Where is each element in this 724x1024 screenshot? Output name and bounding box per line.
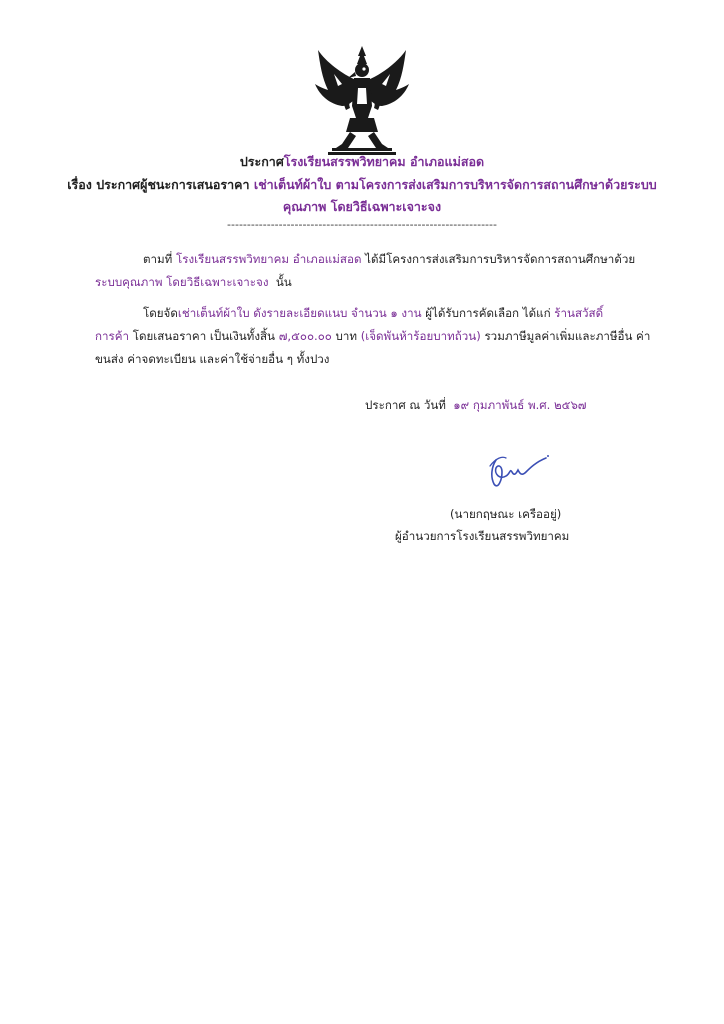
paragraph1-line2: ระบบคุณภาพ โดยวิธีเฉพาะเจาะจง นั้น [95, 275, 292, 289]
announcement-title: ประกาศโรงเรียนสรรพวิทยาคม อำเภอแม่สอด [239, 154, 485, 169]
paragraph1-line1: ตามที่ โรงเรียนสรรพวิทยาคม อำเภอแม่สอด ได้มีโครงการส่งเสริมการบริหารจัดการสถานศึกษาด้วย [143, 252, 636, 266]
garuda-emblem-icon [312, 44, 412, 156]
announcement-subject-line3: คุณภาพ โดยวิธีเฉพาะเจาะจง [282, 199, 442, 214]
announcement-date: ประกาศ ณ วันที่ ๑๙ กุมภาพันธ์ พ.ศ. ๒๕๖๗ [365, 398, 587, 412]
signatory-name: (นายกฤษณะ เครืออยู่) [450, 507, 562, 521]
paragraph2-line2: การค้า โดยเสนอราคา เป็นเงินทั้งสิ้น ๗,๕๐๐.๐๐ บาท (เจ็ดพันห้าร้อยบาทถ้วน) รวมภาษีมูลค่าเพิ่มและภาษีอื่น ค่า [95, 329, 651, 343]
signatory-position: ผู้อำนวยการโรงเรียนสรรพวิทยาคม [395, 529, 570, 543]
paragraph2-line3: ขนส่ง ค่าจดทะเบียน และค่าใช้จ่ายอื่น ๆ ทั้งปวง [95, 352, 330, 366]
paragraph2-line1: โดยจัดเช่าเต็นท์ผ้าใบ ดังรายละเอียดแนบ จำนวน ๑ งาน ผู้ได้รับการคัดเลือก ได้แก่ ร้านสวัสดิ์ [143, 306, 604, 320]
separator-line: -------------------------------------------------------------------- [227, 218, 497, 231]
announcement-subject: เรื่อง ประกาศผู้ชนะการเสนอราคา เช่าเต็นท์ผ้าใบ ตามโครงการส่งเสริมการบริหารจัดการสถานศึกษาด้วยระบบ [67, 177, 657, 192]
signature-icon [476, 446, 556, 494]
